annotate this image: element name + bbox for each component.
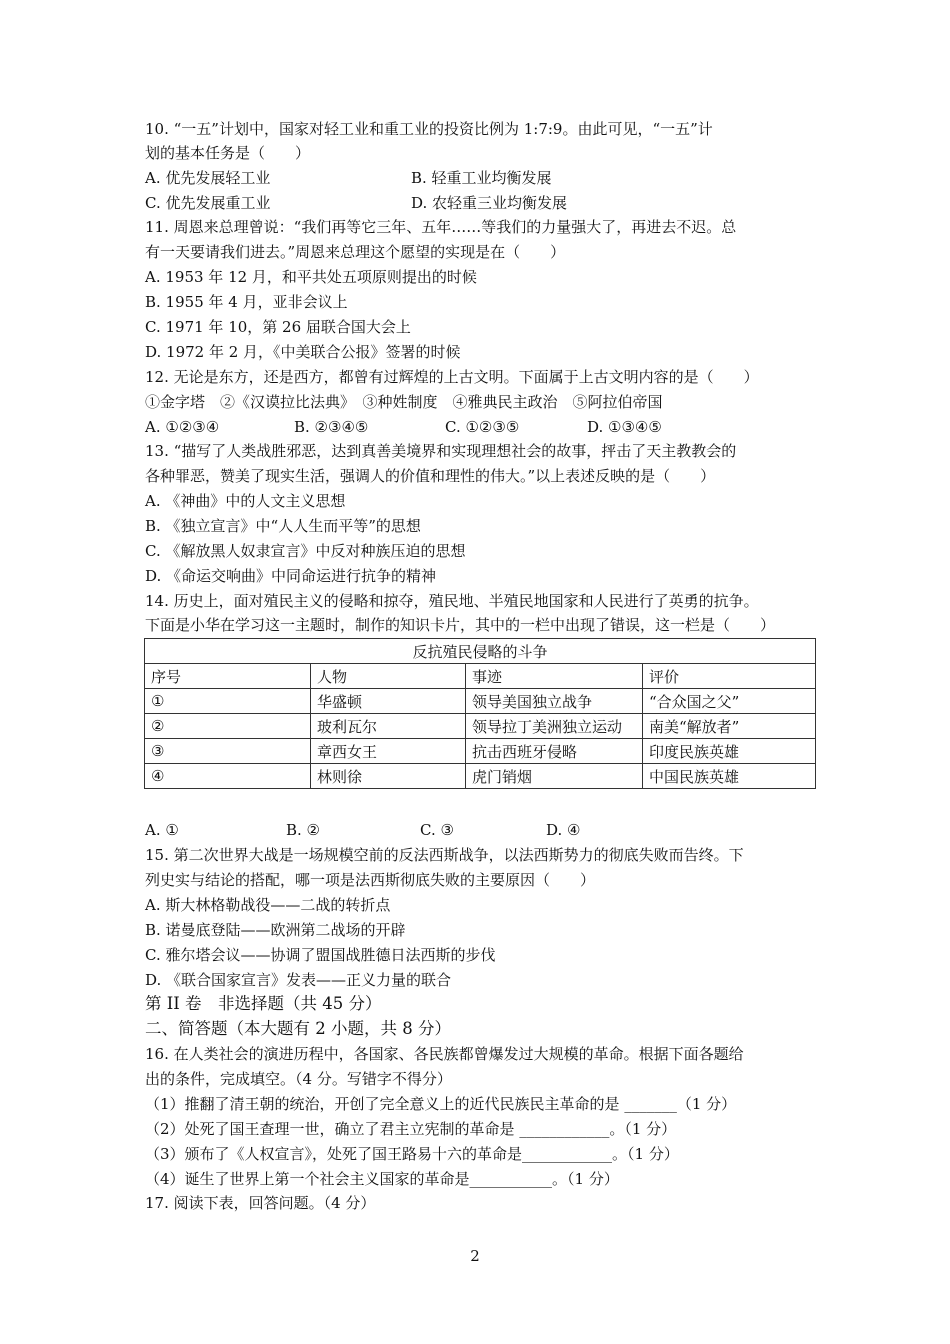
table-row	[145, 739, 816, 764]
table-cell: ③	[145, 739, 311, 764]
q10-option-b: B. 轻重工业均衡发展	[411, 169, 552, 187]
table-row	[145, 714, 816, 739]
q11-option-c: C. 1971 年 10，第 26 届联合国大会上	[145, 318, 411, 336]
q16-item-4: （4）诞生了世界上第一个社会主义国家的革命是___________。（1 分）	[145, 1170, 619, 1188]
q10-option-a: A. 优先发展轻工业	[145, 169, 271, 187]
q10-stem-line-2: 划的基本任务是（ ）	[145, 144, 311, 162]
q16-item-3: （3）颁布了《人权宣言》，处死了国王路易十六的革命是____________。（1 分）	[145, 1145, 679, 1163]
table-cell: ②	[145, 714, 311, 739]
table-row	[145, 689, 816, 714]
q12-option-c: C. ①②③⑤	[445, 418, 520, 436]
q12-option-d: D. ①③④⑤	[587, 418, 662, 436]
q15-option-a: A. 斯大林格勒战役——二战的转折点	[145, 896, 391, 914]
table-cell: 抗击西班牙侵略	[466, 739, 643, 764]
q12-stem-line-2: ①金字塔 ②《汉谟拉比法典》 ③种姓制度 ④雅典民主政治 ⑤阿拉伯帝国	[145, 393, 663, 411]
q10-option-c: C. 优先发展重工业	[145, 194, 271, 212]
q11-option-a: A. 1953 年 12 月，和平共处五项原则提出的时候	[145, 268, 477, 286]
q14-option-c: C. ③	[420, 821, 454, 839]
table-cell: 领导美国独立战争	[466, 689, 643, 714]
q10-option-d: D. 农轻重三业均衡发展	[411, 194, 568, 212]
knowledge-card-table	[144, 638, 816, 789]
header-index: 序号	[145, 664, 311, 689]
header-person: 人物	[311, 664, 466, 689]
table-cell: 印度民族英雄	[643, 739, 816, 764]
q13-option-a: A. 《神曲》中的人文主义思想	[145, 492, 346, 510]
table-cell: 中国民族英雄	[643, 764, 816, 789]
q14-option-b: B. ②	[286, 821, 321, 839]
q12-option-b: B. ②③④⑤	[294, 418, 369, 436]
table-cell: 领导拉丁美洲独立运动	[466, 714, 643, 739]
q15-option-d: D. 《联合国家宣言》发表——正义力量的联合	[145, 971, 452, 989]
q14-stem-line-2: 下面是小华在学习这一主题时，制作的知识卡片，其中的一栏中出现了错误，这一栏是（ ）	[145, 616, 776, 634]
q11-option-b: B. 1955 年 4 月，亚非会议上	[145, 293, 348, 311]
q15-stem-line-2: 列史实与结论的搭配，哪一项是法西斯彻底失败的主要原因（ ）	[145, 871, 596, 889]
table-cell: 虎门销烟	[466, 764, 643, 789]
q11-stem-line-1: 11. 周恩来总理曾说：“我们再等它三年、五年……等我们的力量强大了，再进去不迟。总	[145, 218, 737, 236]
q14-option-a: A. ①	[145, 821, 179, 839]
header-evaluation: 评价	[643, 664, 816, 689]
q13-stem-line-2: 各种罪恶，赞美了现实生活，强调人的价值和理性的伟大。”以上表述反映的是（ ）	[145, 467, 716, 485]
q13-option-b: B. 《独立宣言》中“人人生而平等”的思想	[145, 517, 421, 535]
q10-stem-line-1: 10. “一五”计划中，国家对轻工业和重工业的投资比例为 1:7:9。由此可见，“一五”计	[145, 120, 713, 138]
q14-option-d: D. ④	[546, 821, 581, 839]
table-cell: ④	[145, 764, 311, 789]
q15-option-b: B. 诺曼底登陆——欧洲第二战场的开辟	[145, 921, 406, 939]
q16-stem-line-1: 16. 在人类社会的演进历程中，各国家、各民族都曾爆发过大规模的革命。根据下面各题给	[145, 1045, 744, 1063]
q16-item-1: （1）推翻了清王朝的统治，开创了完全意义上的近代民族民主革命的是 _______（1 分）	[145, 1095, 737, 1113]
q16-item-2: （2）处死了国王查理一世，确立了君主立宪制的革命是 ____________。（1 分）	[145, 1120, 677, 1138]
table-cell: 章西女王	[311, 739, 466, 764]
q17-stem: 17. 阅读下表，回答问题。（4 分）	[145, 1194, 376, 1212]
table-cell: ①	[145, 689, 311, 714]
table-cell: 玻利瓦尔	[311, 714, 466, 739]
table-title: 反抗殖民侵略的斗争	[145, 639, 816, 664]
header-deed: 事迹	[466, 664, 643, 689]
q13-option-c: C. 《解放黑人奴隶宣言》中反对种族压迫的思想	[145, 542, 466, 560]
q11-stem-line-2: 有一天要请我们进去。”周恩来总理这个愿望的实现是在（ ）	[145, 243, 566, 261]
q14-stem-line-1: 14. 历史上，面对殖民主义的侵略和掠夺，殖民地、半殖民地国家和人民进行了英勇的抗争。	[145, 592, 759, 610]
table-title-row	[145, 639, 816, 664]
table-row	[145, 764, 816, 789]
page-number: 2	[470, 1247, 480, 1265]
q16-stem-line-2: 出的条件，完成填空。（4 分。写错字不得分）	[145, 1070, 452, 1088]
q15-stem-line-1: 15. 第二次世界大战是一场规模空前的反法西斯战争，以法西斯势力的彻底失败而告终。下	[145, 846, 744, 864]
q12-option-a: A. ①②③④	[145, 418, 220, 436]
q12-stem-line-1: 12. 无论是东方，还是西方，都曾有过辉煌的上古文明。下面属于上古文明内容的是（ ）	[145, 368, 759, 386]
table-cell: “合众国之父”	[643, 689, 816, 714]
q13-stem-line-1: 13. “描写了人类战胜邪恶，达到真善美境界和实现理想社会的故事，抨击了天主教教会的	[145, 442, 737, 460]
table-cell: 南美“解放者”	[643, 714, 816, 739]
table-cell: 华盛顿	[311, 689, 466, 714]
table-cell: 林则徐	[311, 764, 466, 789]
section-title: 二、简答题（本大题有 2 小题，共 8 分）	[145, 1019, 451, 1038]
table-header-row	[145, 664, 816, 689]
q13-option-d: D. 《命运交响曲》中同命运进行抗争的精神	[145, 567, 437, 585]
q15-option-c: C. 雅尔塔会议——协调了盟国战胜德日法西斯的步伐	[145, 946, 496, 964]
q11-option-d: D. 1972 年 2 月，《中美联合公报》签署的时候	[145, 343, 461, 361]
part2-title: 第 II 卷 非选择题（共 45 分）	[145, 994, 382, 1013]
